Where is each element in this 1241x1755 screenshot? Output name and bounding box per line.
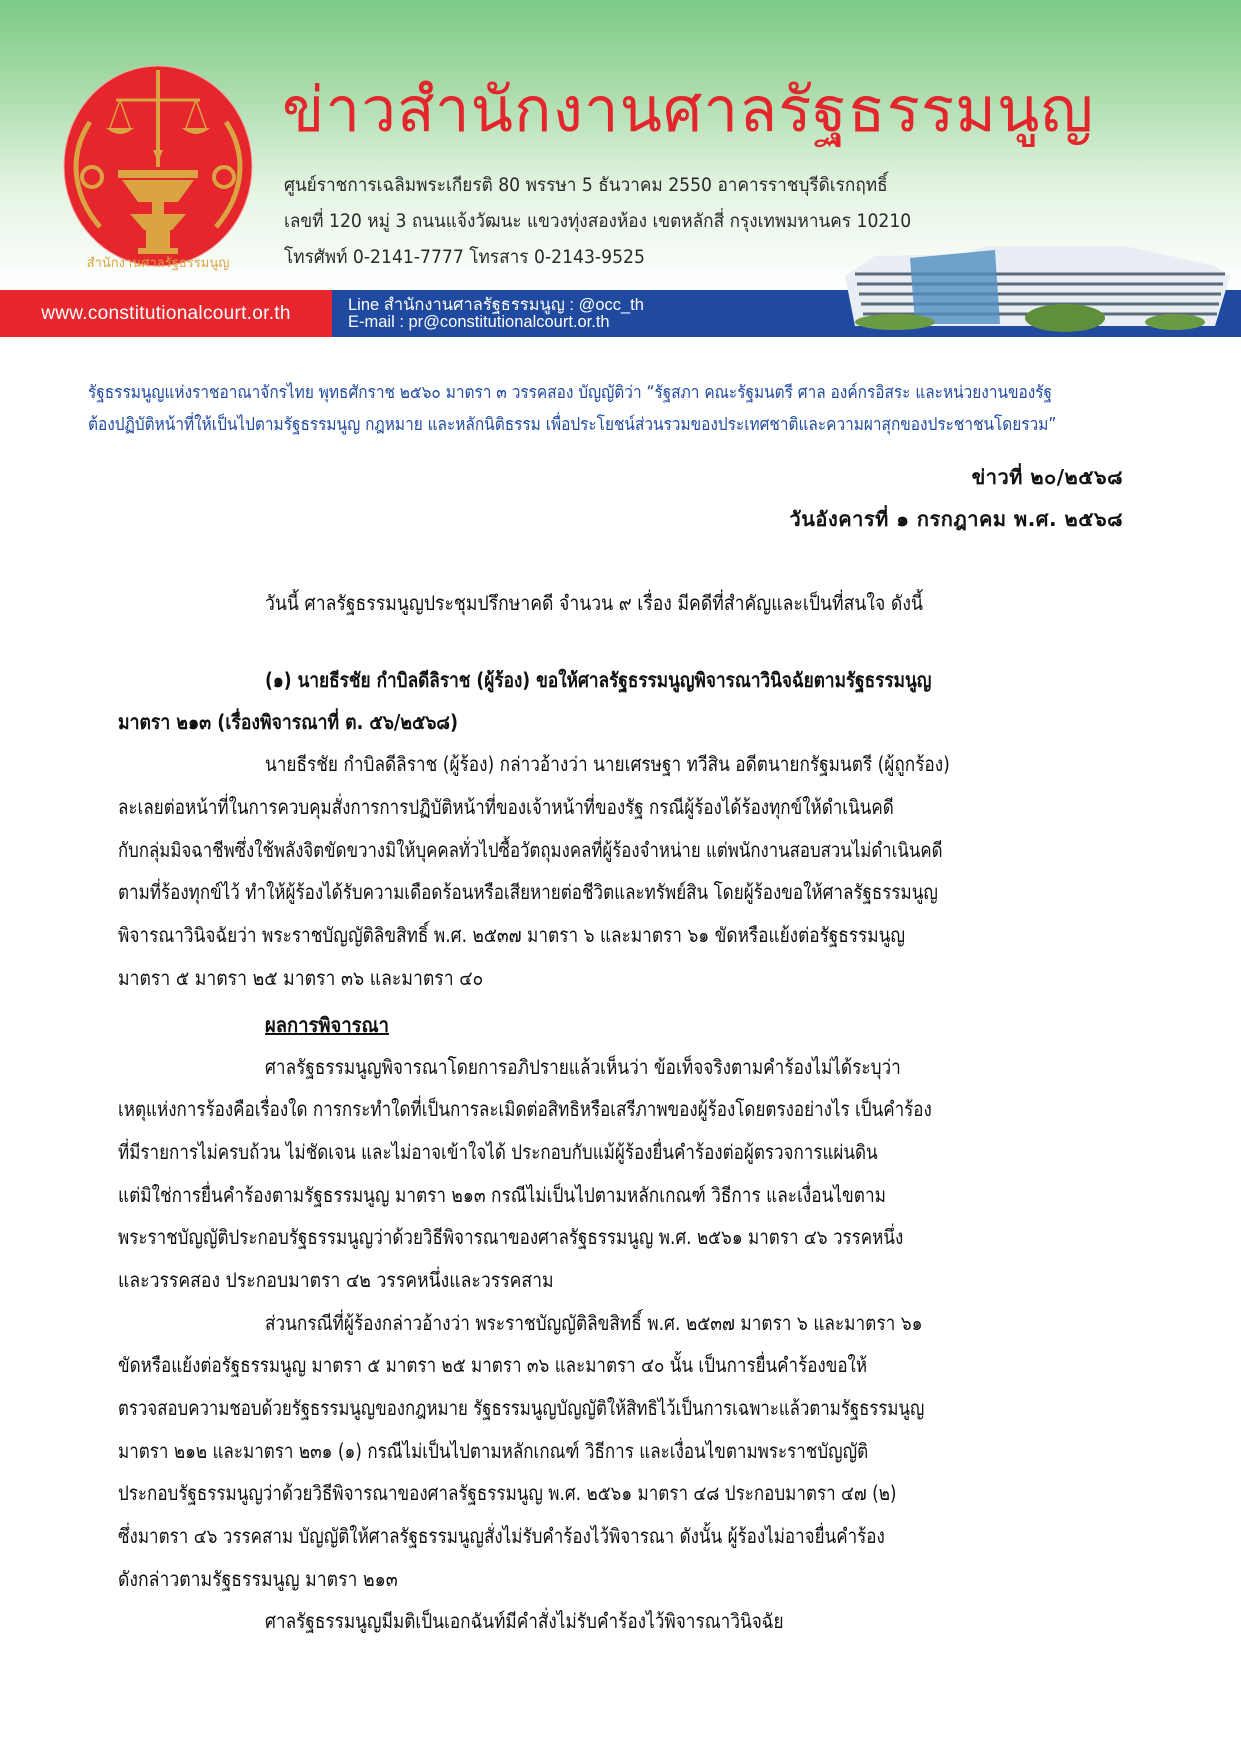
facts-line: กับกลุ่มมิจฉาชีพซึ่งใช้พลังจิตขัดขวางมิให้บุคคลทั่วไปซื้อวัตถุมงคลที่ผู้ร้องจำหน่าย แต่พนักงานสอบสวนไม่ดำเนินคดี [118,838,943,862]
result-line: ส่วนกรณีที่ผู้ร้องกล่าวอ้างว่า พระราชบัญญัติลิขสิทธิ์ พ.ศ. ๒๕๓๗ มาตรา ๖ และมาตรา ๖๑ [265,1311,923,1335]
result-line: แต่มิใช่การยื่นคำร้องตามรัฐธรรมนูญ มาตรา ๒๑๓ กรณีไม่เป็นไปตามหลักเกณฑ์ วิธีการ และเงื่อนไขตาม [118,1183,886,1207]
result-line: ศาลรัฐธรรมนูญพิจารณาโดยการอภิปรายแล้วเห็นว่า ข้อเท็จจริงตามคำร้องไม่ได้ระบุว่า [265,1055,901,1079]
address-line-2: เลขที่ 120 หมู่ 3 ถนนแจ้งวัฒนะ แขวงทุ่งสองห้อง เขตหลักสี่ กรุงเทพมหานคร 10210 [284,211,912,232]
facts-line: ตามที่ร้องทุกข์ไว้ ทำให้ผู้ร้องได้รับความเดือดร้อนหรือเสียหายต่อชีวิตและทรัพย์สิน โดยผู้ร้องขอให้ศาลรัฐธรรมนูญ [118,880,938,904]
result-line: และวรรคสอง ประกอบมาตรา ๔๒ วรรคหนึ่งและวรรคสาม [118,1268,554,1292]
news-date: วันอังคารที่ ๑ กรกฎาคม พ.ศ. ๒๕๖๘ [789,507,1123,531]
email-contact[interactable]: E-mail : pr@constitutionalcourt.or.th [348,313,610,331]
result-line: ดังกล่าวตามรัฐธรรมนูญ มาตรา ๒๑๓ [118,1567,398,1591]
phone-fax-line: โทรศัพท์ 0-2141-7777 โทรสาร 0-2143-9525 [284,247,645,268]
address-line-1: ศูนย์ราชการเฉลิมพระเกียรติ 80 พรรษา 5 ธันวาคม 2550 อาคารราชบุรีดิเรกฤทธิ์ [284,175,888,196]
case-title-line-2: มาตรา ๒๑๓ (เรื่องพิจารณาที่ ต. ๕๖/๒๕๖๘) [118,710,459,734]
result-line: มาตรา ๒๑๒ และมาตรา ๒๓๑ (๑) กรณีไม่เป็นไปตามหลักเกณฑ์ วิธีการ และเงื่อนไขตามพระราชบัญญัติ [118,1439,869,1463]
result-line: ซึ่งมาตรา ๔๖ วรรคสาม บัญญัติให้ศาลรัฐธรรมนูญสั่งไม่รับคำร้องไว้พิจารณา ดังนั้น ผู้ร้องไม่อาจยื่นคำร้อง [118,1524,885,1548]
constitution-motto-line-2: ต้องปฏิบัติหน้าที่ให้เป็นไปตามรัฐธรรมนูญ กฎหมาย และหลักนิติธรรม เพื่อประโยชน์ส่วนรวมของประเทศชาติและความผาสุกของประชาชนโดยรวม” [88,415,1057,435]
result-line: ขัดหรือแย้งต่อรัฐธรรมนูญ มาตรา ๕ มาตรา ๒๕ มาตรา ๓๖ และมาตรา ๔๐ นั้น เป็นการยื่นคำร้องขอให้ [118,1353,868,1377]
letterhead-title: ข่าวสำนักงานศาลรัฐธรรมนูญ [282,73,1095,146]
intro-paragraph: วันนี้ ศาลรัฐธรรมนูญประชุมปรึกษาคดี จำนวน ๙ เรื่อง มีคดีที่สำคัญและเป็นที่สนใจ ดังนี้ [265,591,923,615]
website-bar [0,290,332,337]
line-contact: Line สำนักงานศาลรัฐธรรมนูญ : @occ_th [348,296,644,314]
constitution-motto-line-1: รัฐธรรมนูญแห่งราชอาณาจักรไทย พุทธศักราช ๒๕๖๐ มาตรา ๓ วรรคสอง บัญญัติว่า “รัฐสภา คณะรัฐมนตรี ศาล องค์กรอิสระ และหน่วยงานของรัฐ [88,383,1053,403]
facts-line: มาตรา ๕ มาตรา ๒๕ มาตรา ๓๖ และมาตรา ๔๐ [118,966,484,990]
result-line: ตรวจสอบความชอบด้วยรัฐธรรมนูญของกฎหมาย รัฐธรรมนูญบัญญัติให้สิทธิไว้เป็นการเฉพาะแล้วตามรัฐธรรมนูญ [118,1396,925,1420]
court-building-image [835,236,1230,336]
constitutional-court-seal-logo [60,62,256,274]
facts-line: พิจารณาวินิจฉัยว่า พระราชบัญญัติลิขสิทธิ์ พ.ศ. ๒๕๓๗ มาตรา ๖ และมาตรา ๖๑ ขัดหรือแย้งต่อรัฐธรรมนูญ [118,923,906,947]
website-link[interactable]: www.constitutionalcourt.or.th [41,302,291,324]
news-number: ข่าวที่ ๒๐/๒๕๖๘ [971,465,1123,489]
result-line: ประกอบรัฐธรรมนูญว่าด้วยวิธีพิจารณาของศาลรัฐธรรมนูญ พ.ศ. ๒๕๖๑ มาตรา ๔๘ ประกอบมาตรา ๔๗ (๒) [118,1481,897,1505]
facts-line: นายธีรชัย กำบิลดีลิราช (ผู้ร้อง) กล่าวอ้างว่า นายเศรษฐา ทวีสิน อดีตนายกรัฐมนตรี (ผู้ถูกร้อง) [265,752,950,776]
seal-caption: สำนักงานศาลรัฐธรรมนูญ [86,256,230,271]
result-heading: ผลการพิจารณา [265,1013,389,1037]
result-line: ที่มีรายการไม่ครบถ้วน ไม่ชัดเจน และไม่อาจเข้าใจได้ ประกอบกับแม้ผู้ร้องยื่นคำร้องต่อผู้ตรวจการแผ่นดิน [118,1140,878,1164]
ruling: ศาลรัฐธรรมนูญมีมติเป็นเอกฉันท์มีคำสั่งไม่รับคำร้องไว้พิจารณาวินิจฉัย [265,1609,784,1633]
result-line: เหตุแห่งการร้องคือเรื่องใด การกระทำใดที่เป็นการละเมิดต่อสิทธิหรือเสรีภาพของผู้ร้องโดยตรงอย่างไร เป็นคำร้อง [118,1097,932,1121]
result-line: พระราชบัญญัติประกอบรัฐธรรมนูญว่าด้วยวิธีพิจารณาของศาลรัฐธรรมนูญ พ.ศ. ๒๕๖๑ มาตรา ๔๖ วรรคหนึ่ง [118,1225,904,1249]
facts-line: ละเลยต่อหน้าที่ในการควบคุมสั่งการการปฏิบัติหน้าที่ของเจ้าหน้าที่ของรัฐ กรณีผู้ร้องได้ร้องทุกข์ให้ดำเนินคดี [118,795,894,819]
case-title-line-1: (๑) นายธีรชัย กำบิลดีลิราช (ผู้ร้อง) ขอให้ศาลรัฐธรรมนูญพิจารณาวินิจฉัยตามรัฐธรรมนูญ [265,668,932,692]
